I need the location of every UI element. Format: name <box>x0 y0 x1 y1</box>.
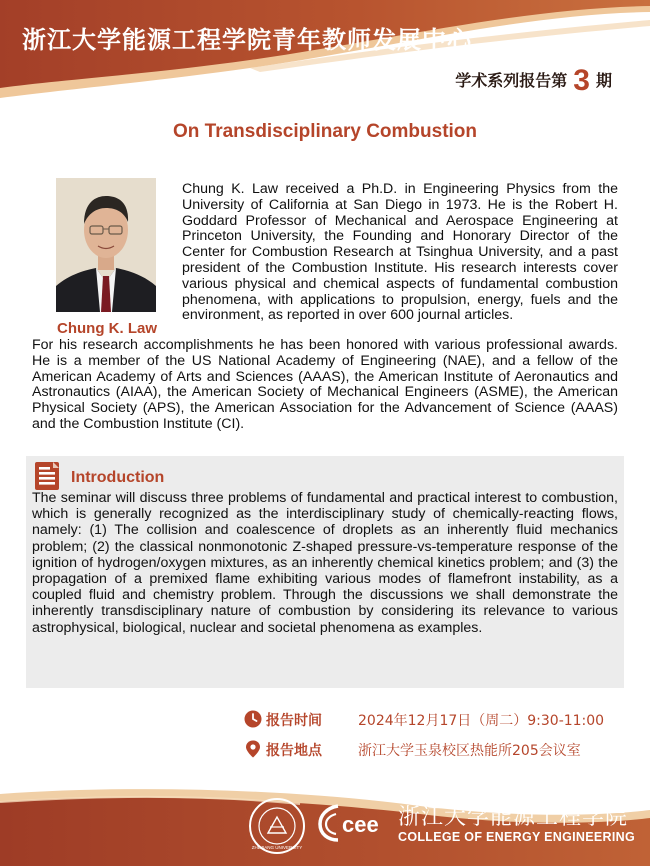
place-label: 报告地点 <box>266 743 322 759</box>
emblem-text: ZHEJIANG UNIVERSITY <box>251 845 303 850</box>
time-label: 报告时间 <box>266 713 322 729</box>
talk-title: On Transdisciplinary Combustion <box>172 121 478 142</box>
speaker-bio-part1: Chung K. Law received a Ph.D. in Engineering Physics from the University of California at San Diego in 1973. He is the Robert H. Goddard Professor of Mechanical and Aerospace Engineering at Princeton University, the Founding and Honorary Director of the Center for Combustion Research at Tsinghua University, and a past president of the Combustion Institute. His research interests cover various physical and chemical aspects of fundamental combustion phenomena, with applications to propulsion, energy, fuels and the environment, as reported in over 600 journal articles. <box>182 181 618 324</box>
dept-logo <box>318 802 394 844</box>
speaker-photo <box>56 178 156 312</box>
university-emblem <box>248 797 306 855</box>
series-number: 3 <box>573 64 590 97</box>
dept-name-en: COLLEGE OF ENERGY ENGINEERING <box>398 830 635 844</box>
introduction-heading: Introduction <box>71 469 165 486</box>
time-value: 2024年12月17日（周二）9:30-11:00 <box>358 713 605 729</box>
introduction-text: The seminar will discuss three problems of fundamental and practical interest to combustion, which is generally recognized as the interdisciplinary study of chemically-reacting flows, namely: (1) The collision and coalescence of droplets as an inherently fluid mechanics problem; (2) the classical nonmonotonic Z-shaped pressure-vs-temperature response of the ignition of hydrogen/oxygen mixtures, as an inherently chemical kinetics problem; and (3) the propagation of a premixed flame exhibiting various modes of flamefront instability, as a coupled fluid and chemistry problem. Through the discussions we shall demonstrate the inherently transdisciplinary nature of combustion by considering its relevance to various astrophysical, biological, nuclear and societal phenomena as examples. <box>32 490 618 636</box>
clock-icon <box>244 710 262 728</box>
speaker-name: Chung K. Law <box>57 320 157 337</box>
document-icon <box>34 461 60 491</box>
header-title: 浙江大学能源工程学院青年教师发展中心 <box>22 26 472 54</box>
series-suffix: 期 <box>595 71 612 90</box>
place-value: 浙江大学玉泉校区热能所205会议室 <box>358 743 581 759</box>
dept-name-cn: 浙江大学能源工程学院 <box>398 805 629 830</box>
series-prefix: 学术系列报告第 <box>455 71 568 90</box>
series-label <box>455 64 612 98</box>
location-pin-icon <box>244 740 262 758</box>
dept-logo-text: cee <box>342 812 379 837</box>
speaker-bio-part2: For his research accomplishments he has been honored with various professional awards. He is a member of the US National Academy of Engineering (NAE), and a fellow of the American Academy of Arts and Sciences (AAAS), the American Institute of Aeronautics and Astronautics (AIAA), the American Society of Mechanical Engineers (ASME), the American Physical Society (APS), the American Association for the Advancement of Science (AAAS) and the Combustion Institute (CI). <box>32 337 618 432</box>
